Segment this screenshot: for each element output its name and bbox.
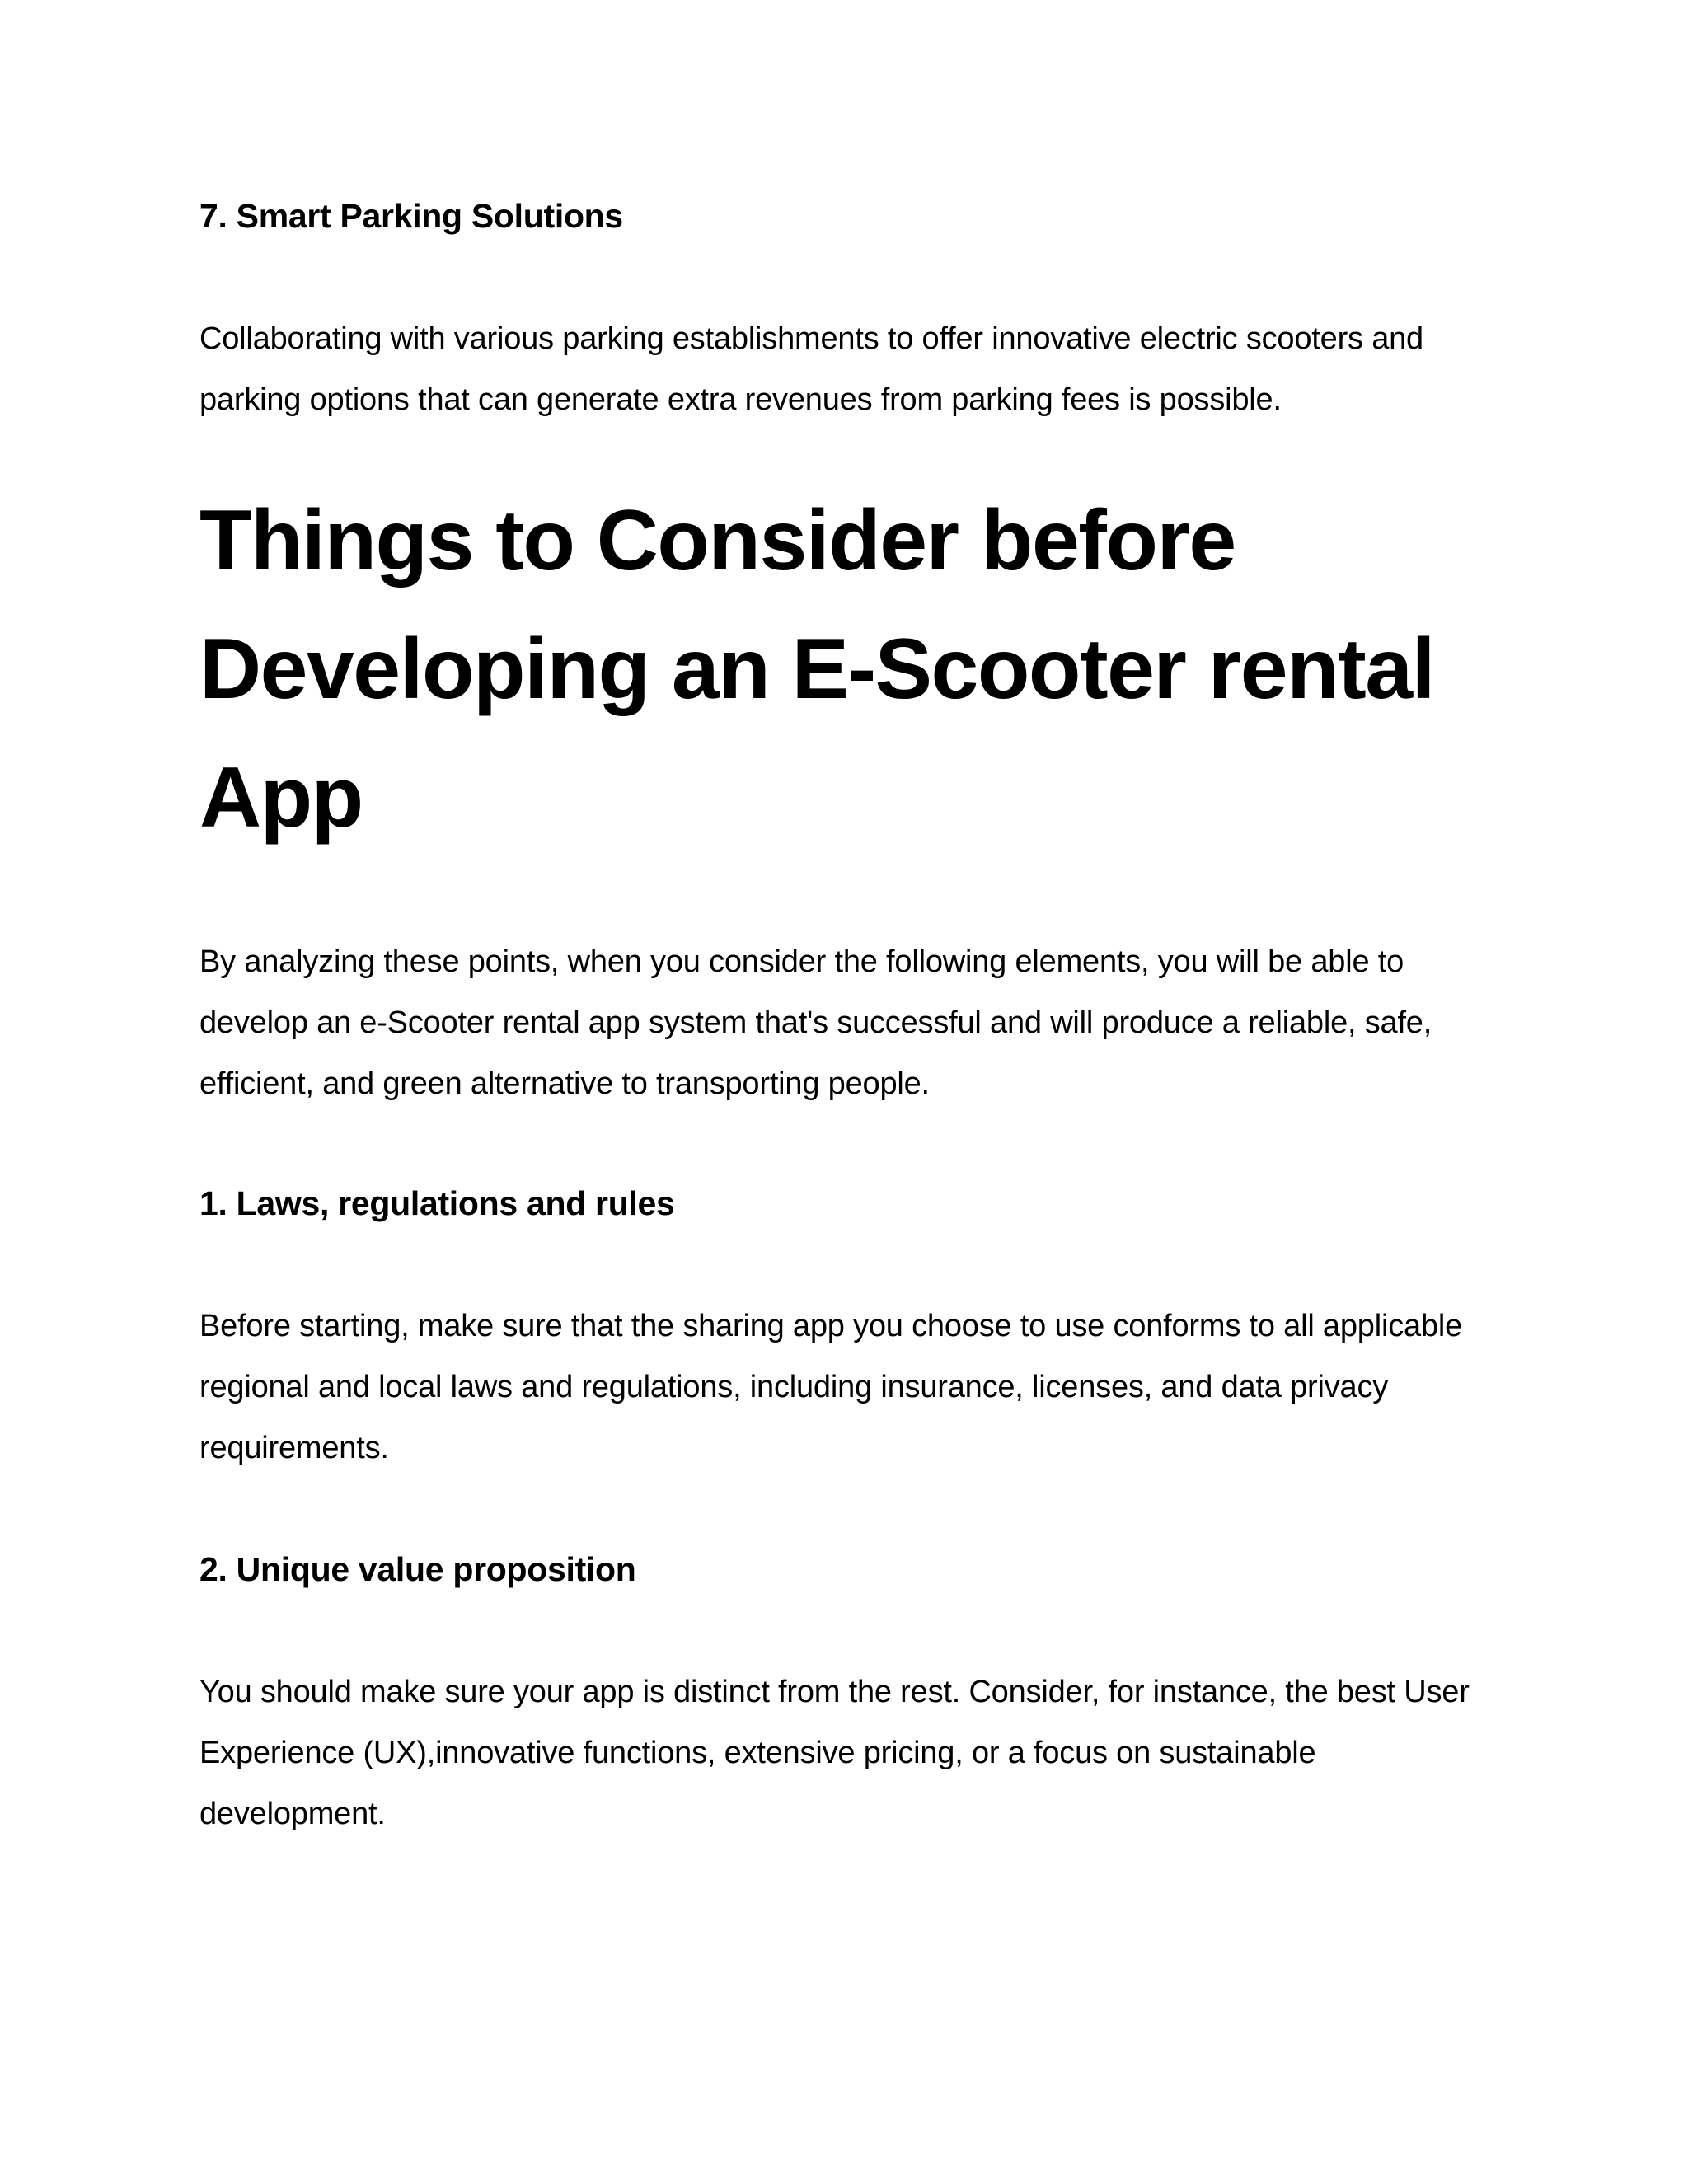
section-body-laws: Before starting, make sure that the sharing app you choose to use conforms to all applicable regional and local laws and regulations, including insurance, licenses, and data privacy requirements. bbox=[199, 1309, 1463, 1465]
section-body-smart-parking: Collaborating with various parking establishments to offer innovative electric scooters and parking options that can generate extra revenues from parking fees is possible. bbox=[199, 321, 1423, 417]
document-content bbox=[199, 191, 1502, 1844]
section-heading-smart-parking: 7. Smart Parking Solutions bbox=[199, 197, 623, 235]
main-title: Things to Consider before Developing an E-Scooter rental App bbox=[199, 493, 1434, 846]
section-heading-laws: 1. Laws, regulations and rules bbox=[199, 1184, 675, 1222]
intro-paragraph: By analyzing these points, when you consider the following elements, you will be able to develop an e-Scooter rental app system that's successful and will produce a reliable, safe, efficient, and green alternative to transporting people. bbox=[199, 944, 1432, 1101]
section-body-unique-value: You should make sure your app is distinct from the rest. Consider, for instance, the best User Experience (UX),innovative functions, extensive pricing, or a focus on sustainable development. bbox=[199, 1675, 1470, 1831]
section-heading-unique-value: 2. Unique value proposition bbox=[199, 1550, 636, 1588]
